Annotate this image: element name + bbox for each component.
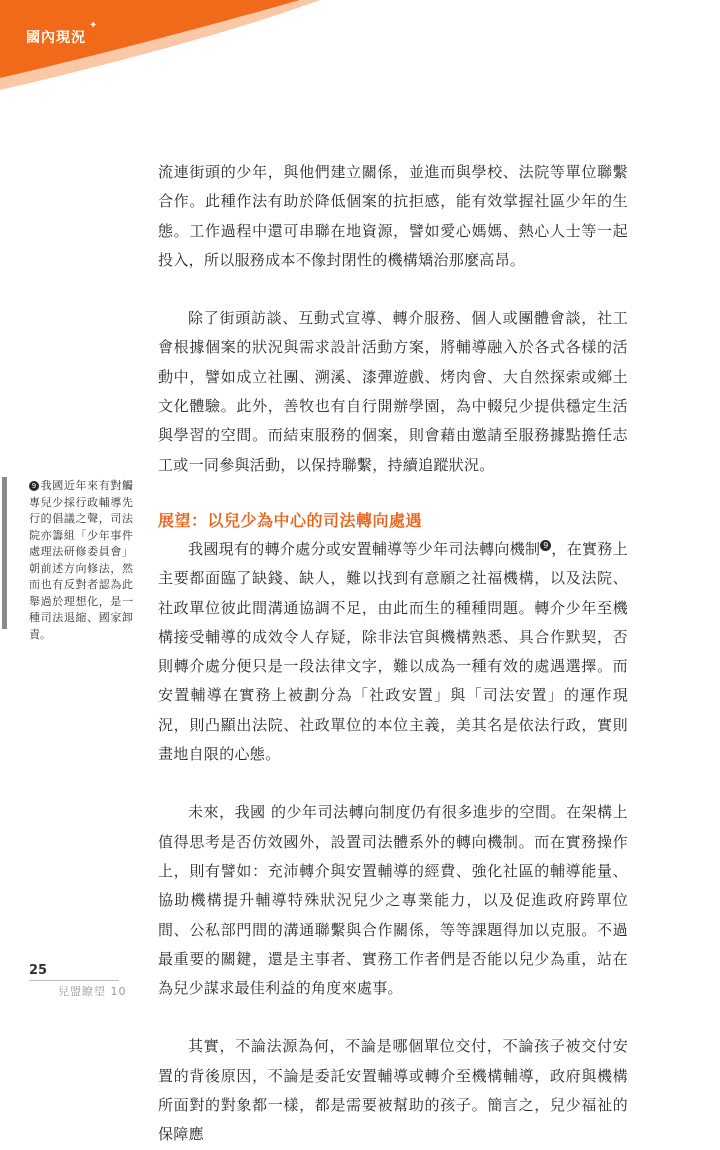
header-band	[0, 0, 720, 90]
paragraph-gap	[158, 769, 628, 798]
paragraph-1: 流連街頭的少年，與他們建立關係，並進而與學校、法院等單位聯繫合作。此種作法有助於降低個案的抗拒感，能有效掌握社區少年的生態。工作過程中還可串聯在地資源，譬如愛心媽媽、熱心人士等一起投入，所以服務成本不像封閉性的機構矯治那麼高昂。	[158, 163, 628, 269]
paragraph-gap	[158, 480, 628, 506]
paragraph-5: 其實，不論法源為何，不論是哪個單位交付，不論孩子被交付安置的背後原因，不論是委託安置輔導或轉介至機構輔導，政府與機構所面對的對象都一樣，都是需要被幫助的孩子。簡言之，兒少福祉的保障應	[158, 1037, 628, 1144]
section-heading: 展望：以兒少為中心的司法轉向處遇	[158, 510, 423, 530]
paragraph-gap	[158, 1003, 628, 1032]
section-label	[26, 20, 99, 47]
paragraph-3	[158, 535, 628, 769]
paragraph-3-text-a: 我國現有的轉介處分或安置輔導等少年司法轉向機制	[188, 539, 541, 558]
section-label-text: 國內現況	[26, 30, 86, 46]
publication-name: 兒盟瞭望 10	[58, 985, 127, 998]
paragraph-3-text-b: ，在實務上主要都面臨了缺錢、缺人，難以找到有意願之社福機構，以及法院、社政單位彼此間溝通協調不足，由此而生的種種問題。轉介少年至機構接受輔導的成效令人存疑，除非法官與機構熟悉、具合作默契，否則轉介處分便只是一段法律文字，難以成為一種有效的處遇選擇。而安置輔導在實務上被劃分為「社政安置」與「司法安置」的運作現況，則凸顯出法院、社政單位的本位主義，美其名是依法行政，實則畫地自限的心態。	[158, 539, 628, 764]
sidenote	[29, 478, 133, 643]
article-body	[158, 158, 628, 1150]
sidenote-marker: 9	[29, 481, 39, 491]
footnote-marker[interactable]: 9	[540, 540, 551, 551]
sidenote-text: 我國近年來有對觸專兒少採行政輔導先行的倡議之聲，司法院亦籌組「少年事件處理法研修委員會」朝前述方向修法，然而也有反對者認為此舉過於理想化，是一種司法退縮、國家卸責。	[29, 479, 133, 641]
paragraph-2: 除了街頭訪談、互動式宣導、轉介服務、個人或團體會談，社工會根據個案的狀況與需求設計活動方案，將輔導融入於各式各樣的活動中，譬如成立社團、溯溪、漆彈遊戲、烤肉會、大自然探索或鄉土文化體驗。此外，善牧也有自行開辦學園，為中輟兒少提供穩定生活與學習的空間。而結束服務的個案，則會藉由邀請至服務據點擔任志工或一同參與活動，以保持聯繫，持續追蹤狀況。	[158, 309, 628, 474]
paragraph-4: 未來，我國 的少年司法轉向制度仍有很多進步的空間。在架構上值得思考是否仿效國外，設置司法體系外的轉向機制。而在實務操作上，則有譬如：充沛轉介與安置輔導的經費、強化社區的輔導能量、協助機構提升輔導特殊狀況兒少之專業能力，以及促進政府跨單位間、公私部門間的溝通聯繫與合作關係，等等課題得加以克服。不過最重要的關鍵，還是主事者、實務工作者們是否能以兒少為重，站在為兒少謀求最佳利益的角度來處事。	[158, 803, 628, 998]
paragraph-gap	[158, 275, 628, 304]
footer-divider	[29, 980, 119, 981]
sparkle-icon: ✦	[89, 20, 99, 31]
sidenote-bar	[2, 477, 7, 629]
page-number: 25	[29, 963, 48, 978]
